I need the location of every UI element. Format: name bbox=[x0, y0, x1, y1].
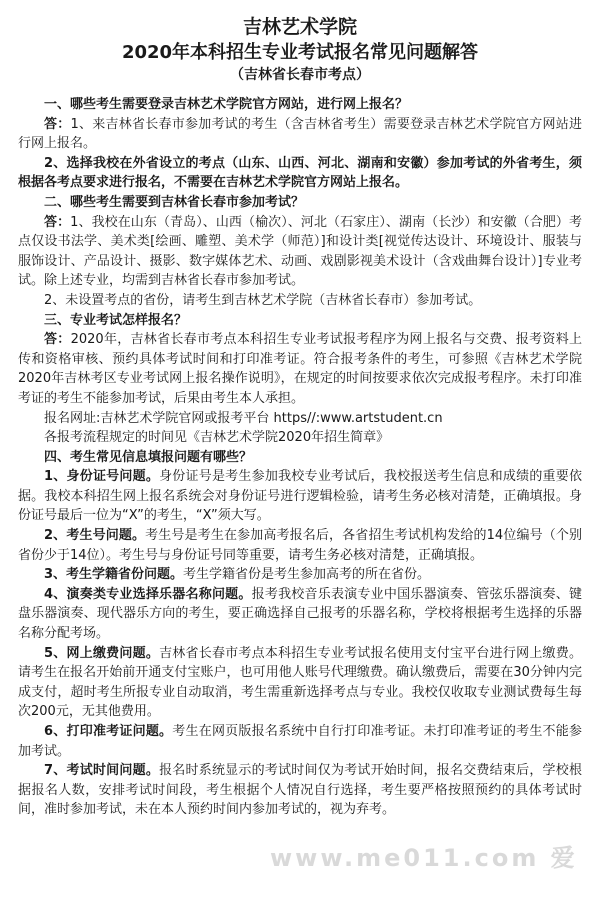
document-title: 吉林艺术学院 bbox=[242, 16, 357, 38]
q4-item bbox=[18, 722, 582, 761]
q3-heading: 三、专业考试怎样报名？ bbox=[44, 312, 188, 328]
q4-item bbox=[18, 565, 582, 585]
document-subtitle: 2020年本科招生专业考试报名常见问题解答 bbox=[121, 42, 479, 63]
q1-heading: 一、哪些考生需要登录吉林艺术学院官方网站，进行网上报名？ bbox=[44, 97, 409, 112]
q4-item-label: 7、考试时间问题。 bbox=[44, 763, 160, 779]
answer-label: 答： bbox=[44, 332, 71, 348]
q2-answer-1 bbox=[18, 213, 582, 291]
q4-item-text: 身份证号是考生参加我校专业考试后，我校报送考生信息和成绩的重要依据。我校本科招生网上报名系统会对身份证号进行逻辑检验，请考生务必核对清楚，正确填报。身份证号最后一位为“X”的考生，“X”须大写。 bbox=[18, 469, 582, 524]
q3-website: 报名网址:吉林艺术学院官网或报考平台 https//:www.artstudent.cn bbox=[44, 410, 443, 426]
q4-item-text: 考生号是考生在参加高考报名后，各省招生考试机构发给的14位编号（个别省份少于14位）。考生号与身份证号同等重要，请考生务必核对清楚，正确填报。 bbox=[18, 528, 583, 563]
q4-item-label: 1、身份证号问题。 bbox=[44, 469, 160, 485]
q4-item-text: 考生学籍省份是考生参加高考的所在省份。 bbox=[183, 567, 431, 583]
answer-label: 答： bbox=[44, 214, 71, 230]
q1-answer-1 bbox=[18, 115, 582, 154]
q2-heading: 二、哪些考生需要到吉林省长春市参加考试？ bbox=[44, 194, 305, 210]
q4-item-text: 报名时系统显示的考试时间仅为考试开始时间，报名交费结束后，学校根据报名人数，安排考试时间段，考生根据个人情况自行选择，考生要严格按照预约的具体考试时间，准时参加考试，未在本人预约时间内参加考试的，视为弃考。 bbox=[18, 763, 582, 818]
q2-answer-1-text: 1、我校在山东（青岛）、山西（榆次）、河北（石家庄）、湖南（长沙）和安徽（合肥）考点仅设书法学、美术类[绘画、雕塑、美术学（师范）]和设计类[视觉传达设计、环境设计、服装与服饰设计、产品设计、摄影、数字媒体艺术、动画、戏剧影视美术设计（含戏曲舞台设计）]专业考试。除上述专业，均需到吉林省长春市参加考试。 bbox=[18, 214, 582, 289]
q4-item-list bbox=[18, 467, 582, 820]
q4-item-label: 4、演奏类专业选择乐器名称问题。 bbox=[44, 586, 252, 602]
q4-item bbox=[18, 467, 582, 526]
q4-item bbox=[18, 644, 582, 722]
q4-item-label: 2、考生号问题。 bbox=[44, 528, 146, 544]
q4-item-label: 5、网上缴费问题。 bbox=[44, 645, 160, 661]
q2-answer-2: 2、未设置考点的省份，请考生到吉林艺术学院（吉林省长春市）参加考试。 bbox=[44, 292, 482, 308]
q3-answer bbox=[18, 330, 582, 408]
q1-answer-1-text: 1、来吉林省长春市参加考试的考生（含吉林省考生）需要登录吉林艺术学院官方网站进行网上报名。 bbox=[18, 116, 582, 152]
q4-item bbox=[18, 761, 582, 820]
q4-item bbox=[18, 585, 582, 644]
q4-item-text: 吉林省长春市考点本科招生专业考试报名使用支付宝平台进行网上缴费。请考生在报名开始前开通支付宝账户，也可用他人账号代理缴费。确认缴费后，需要在30分钟内完成支付，超时考生所报专业自动取消，考生需重新选择考点与专业。我校仅收取专业测试费每生每次200元，无其他费用。 bbox=[18, 645, 582, 720]
answer-label: 答： bbox=[44, 116, 71, 132]
watermark: www.me011.com 爱 bbox=[270, 844, 578, 872]
q4-item-label: 6、打印准考证问题。 bbox=[44, 724, 173, 739]
q4-item-text: 报考我校音乐表演专业中国乐器演奏、管弦乐器演奏、键盘乐器演奏、现代器乐方向的考生，要正确选择自己报考的乐器名称，学校将根据考生选择的乐器名称分配考场。 bbox=[18, 586, 582, 642]
q1-answer-2: 2、选择我校在外省设立的考点（山东、山西、河北、湖南和安徽）参加考试的外省考生，须根据各考点要求进行报名，不需要在吉林艺术学院官方网站上报名。 bbox=[18, 155, 582, 191]
q3-answer-text: 2020年，吉林省长春市考点本科招生专业考试报考程序为网上报名与交费、报考资料上传和资格审核、预约具体考试时间和打印准考证。符合报考条件的考生，可参照《吉林艺术学院2020年吉林考区专业考试网上报名操作说明》，在规定的时间按要求依次完成报考程序。未打印准考证的考生不能参加考试，后果由考生本人承担。 bbox=[18, 332, 582, 406]
q4-item-text: 考生在网页版报名系统中自行打印准考证。未打印准考证的考生不能参加考试。 bbox=[18, 724, 582, 759]
q4-item-label: 3、考生学籍省份问题。 bbox=[44, 567, 184, 583]
q4-item bbox=[18, 526, 582, 565]
q3-schedule: 各报考流程规定的时间见《吉林艺术学院2020年招生简章》 bbox=[44, 430, 390, 446]
q4-heading: 四、考生常见信息填报问题有哪些？ bbox=[44, 449, 253, 465]
document-location: （吉林省长春市考点） bbox=[230, 67, 370, 83]
